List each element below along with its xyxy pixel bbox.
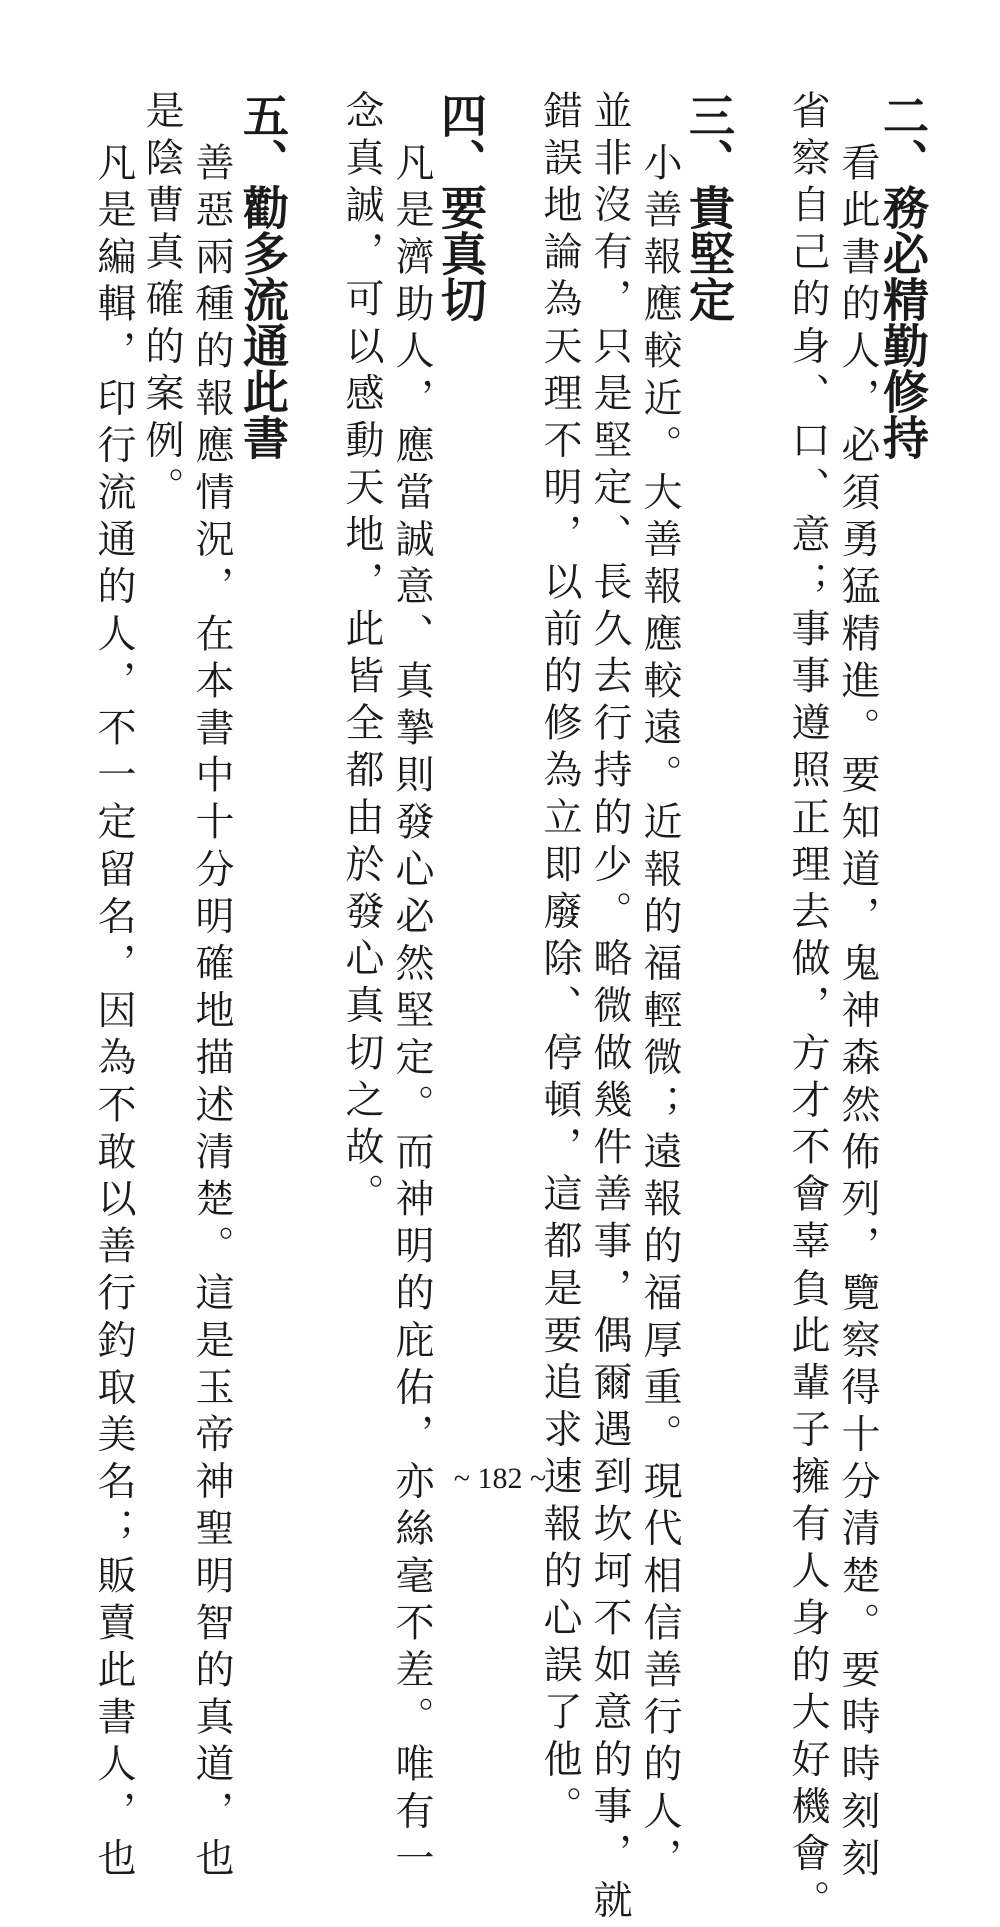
text-column: 是陰曹真確的案例。 [139, 90, 184, 514]
section-heading-3: 三、貴堅定 [682, 92, 736, 322]
section-heading-2: 二、務必精勤修持 [876, 92, 930, 460]
section-heading-4: 四、要真切 [434, 92, 488, 322]
text-column: 錯誤地論為天理不明，以前的修為立即廢除、停頓，這都是要追求速報的心誤了他。 [537, 90, 582, 1833]
section-heading-5: 五、勸多流通此書 [236, 92, 290, 460]
text-column: 省察自己的身、口、意；事事遵照正理去做，方才不會辜負此輩子擁有人身的大好機會。 [785, 90, 830, 1927]
text-column: 念真誠，可以感動天地，此皆全都由於發心真切之故。 [339, 90, 384, 1221]
text-column: 凡是濟助人，應當誠意、真摯則發心必然堅定。而神明的庇佑，亦絲毫不差。唯有一 [389, 142, 434, 1885]
page-number: ~ 182 ~ [453, 1462, 547, 1495]
text-column: 凡是編輯，印行流通的人，不一定留名，因為不敢以善行釣取美名；販賣此書人，也 [91, 142, 136, 1885]
text-column: 看此書的人，必須勇猛精進。要知道，鬼神森然佈列，覽察得十分清楚。要時時刻刻 [835, 142, 880, 1885]
text-column: 小善報應較近。大善報應較遠。近報的福輕微；遠報的福厚重。現代相信善行的人， [637, 142, 682, 1885]
text-column: 善惡兩種的報應情況，在本書中十分明確地描述清楚。這是玉帝神聖明智的真道，也 [189, 142, 234, 1885]
text-column: 並非沒有，只是堅定、長久去行持的少。略微做幾件善事，偶爾遇到坎坷不如意的事，就 [587, 90, 632, 1927]
